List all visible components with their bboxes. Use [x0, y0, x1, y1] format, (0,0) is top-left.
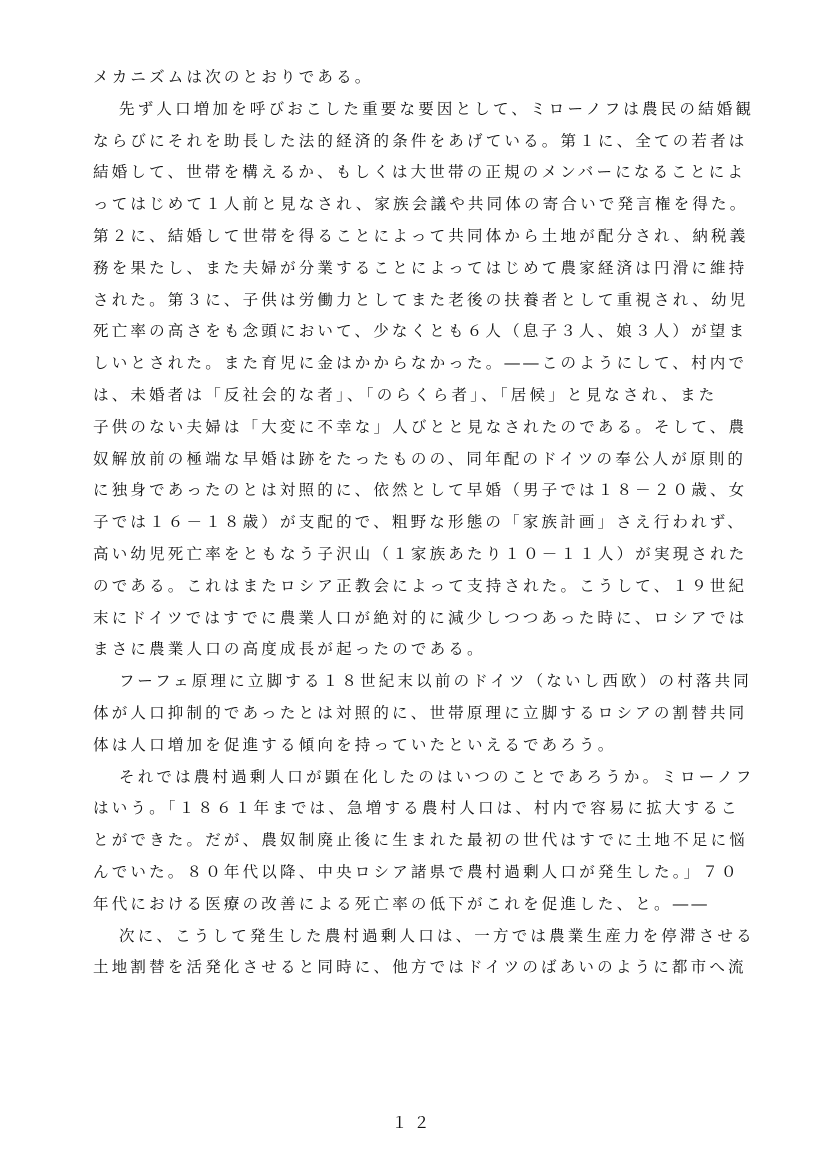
text-line: 死亡率の高さをも念頭において、少なくとも６人（息子３人、娘３人）が望ま	[93, 322, 748, 341]
text-line: 子では１６－１８歳）が支配的で、粗野な形態の「家族計画」さえ行われず、	[93, 513, 746, 532]
text-line: しいとされた。また育児に金はかからなかった。――このようにして、村内で	[93, 354, 748, 373]
text-line: んでいた。８０年代以降、中央ロシア諸県で農村過剰人口が発生した。」７０	[93, 862, 740, 881]
text-line: 体が人口抑制的であったとは対照的に、世帯原理に立脚するロシアの割替共同	[93, 703, 748, 722]
body-text	[93, 62, 763, 984]
text-line: 第２に、結婚して世帯を得ることによって共同体から土地が配分され、納税義	[93, 226, 749, 245]
text-line: 結婚して、世帯を構えるか、もしくは大世帯の正規のメンバーになることによ	[93, 163, 747, 182]
text-line: ってはじめて１人前と見なされ、家族会議や共同体の寄合いで発言権を得た。	[93, 195, 749, 214]
text-line: ならびにそれを助長した法的経済的条件をあげている。第１に、全ての若者は	[93, 131, 748, 150]
text-line: まさに農業人口の高度成長が起ったのである。	[93, 640, 486, 659]
text-line: はいう。「１８６１年までは、急増する農村人口は、村内で容易に拡大するこ	[93, 799, 740, 818]
text-line: 土地割替を活発化させると同時に、他方ではドイツのばあいのように都市へ流	[93, 958, 747, 977]
text-line: それでは農村過剰人口が顕在化したのはいつのことであろうか。ミローノフ	[119, 767, 755, 786]
text-line: 末にドイツではすでに農業人口が絶対的に減少しつつあった時に、ロシアでは	[93, 608, 748, 627]
text-line: 奴解放前の極端な早婚は跡をたったものの、同年配のドイツの奉公人が原則的	[93, 449, 747, 468]
text-line: メカニズムは次のとおりである。	[93, 68, 374, 86]
text-line: とができた。だが、農奴制廃止後に生まれた最初の世代はすでに土地不足に悩	[93, 831, 748, 850]
text-line: のである。これはまたロシア正教会によって支持された。こうして、１９世紀	[93, 576, 748, 595]
text-line: 高い幼児死亡率をともなう子沢山（１家族あたり１０－１１人）が実現された	[93, 544, 748, 563]
text-line: 次に、こうして発生した農村過剰人口は、一方では農業生産力を停滞させる	[119, 926, 755, 945]
text-line: 務を果たし、また夫婦が分業することによってはじめて農家経済は円滑に維持	[93, 258, 748, 277]
page-number: １２	[391, 1113, 436, 1132]
text-line: 子供のない夫婦は「大変に不幸な」人びとと見なされたのである。そして、農	[93, 417, 748, 436]
text-line: は、未婚者は「反社会的な者」、「のらくら者」、「居候」と見なされ、また	[93, 385, 718, 404]
text-line: に独身であったのとは対照的に、依然として早婚（男子では１８－２０歳、女	[93, 481, 748, 500]
text-line: フーフェ原理に立脚する１８世紀末以前のドイツ（ないし西欧）の村落共同	[119, 672, 753, 691]
text-line: された。第３に、子供は労働力としてまた老後の扶養者として重視され、幼児	[93, 290, 749, 309]
text-line: 先ず人口増加を呼びおこした重要な要因として、ミローノフは農民の結婚観	[119, 99, 755, 118]
text-line: 年代における医療の改善による死亡率の低下がこれを促進した、と。――	[93, 894, 711, 913]
text-line: 体は人口増加を促進する傾向を持っていたといえるであろう。	[93, 735, 617, 754]
